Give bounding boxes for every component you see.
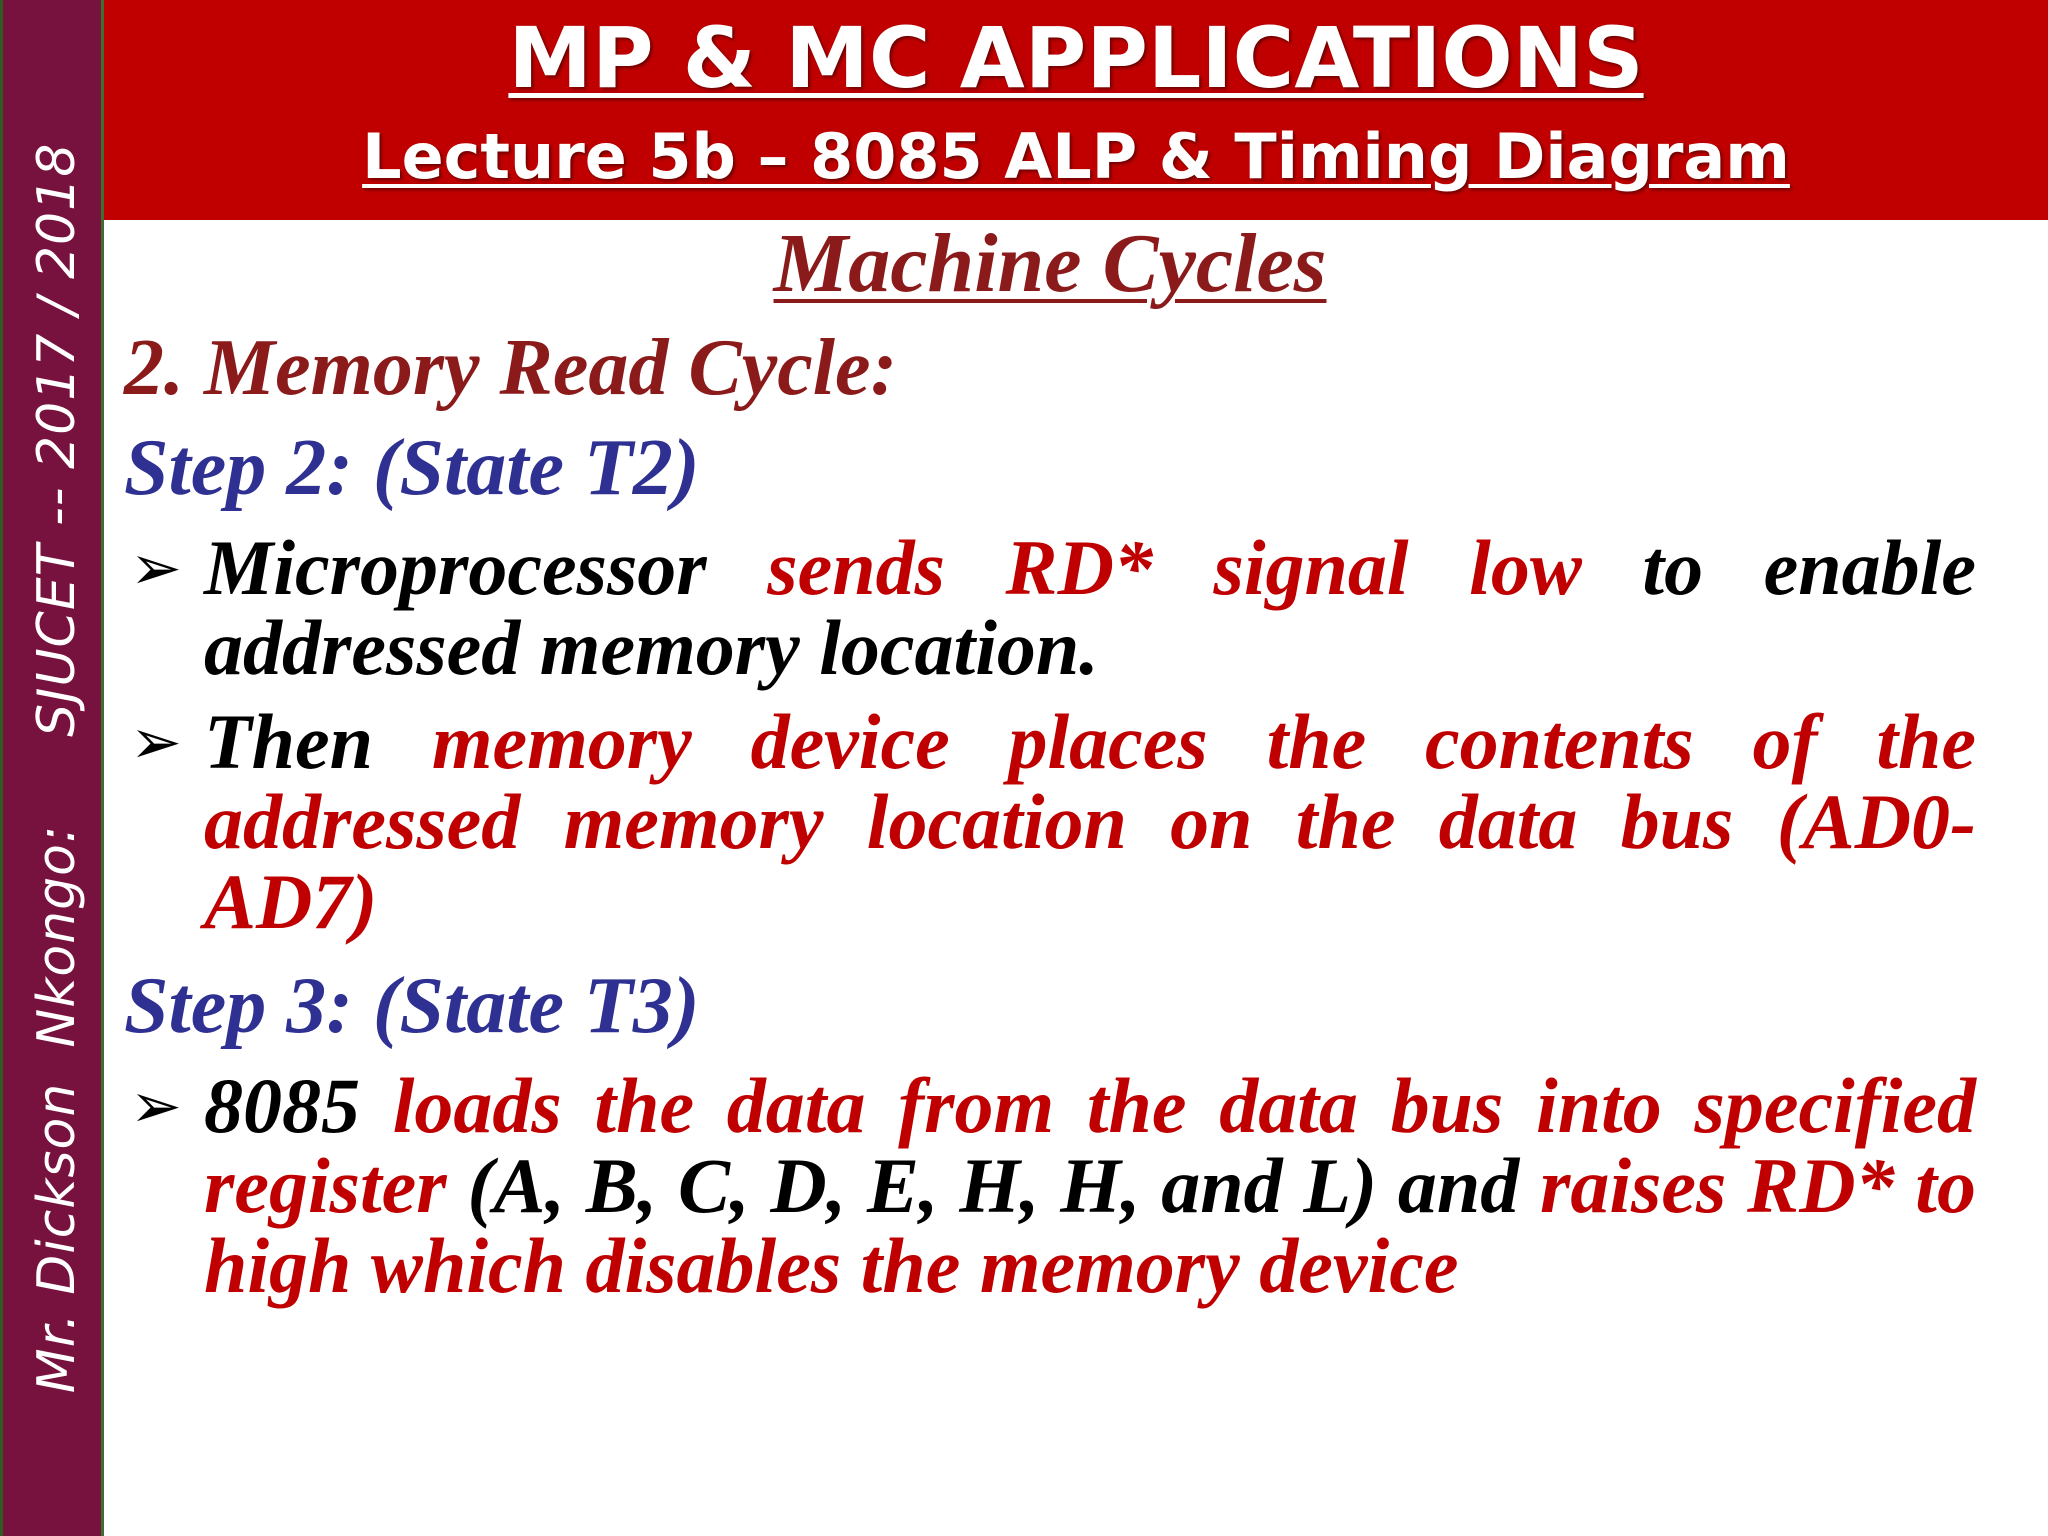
bullet-text: 8085 — [204, 1062, 393, 1149]
bullet-highlight: loads the data from the data bus into specified register — [204, 1062, 1976, 1229]
cycle-heading: 2. Memory Read Cycle: — [124, 324, 898, 412]
author-course-label: Mr. Dickson Nkongo: SJUCET -- 2017 / 2018 — [27, 142, 87, 1394]
lecture-subtitle: Lecture 5b – 8085 ALP & Timing Diagram — [362, 120, 1790, 193]
arrow-bullet-icon: ➢ — [130, 1069, 182, 1142]
section-title: Machine Cycles — [773, 217, 1327, 310]
slide-title: MP & MC APPLICATIONS — [508, 9, 1644, 107]
sidebar — [0, 0, 104, 1536]
bullet-text: (A, B, C, D, E, H, H, and L) and — [446, 1142, 1541, 1229]
bullet-highlight: sends RD* signal low — [767, 524, 1582, 611]
bullet-highlight: raises RD* to high which disables the memory device — [204, 1142, 1976, 1309]
step2-heading: Step 2: (State T2) — [124, 424, 700, 512]
bullet-item — [124, 524, 1976, 691]
slide-body — [124, 214, 1976, 1320]
bullet-text: Then — [204, 698, 432, 785]
bullet-text: to enable addressed memory location. — [204, 524, 1976, 691]
bullet-text: Microprocessor — [204, 524, 768, 611]
bullet-item — [124, 1062, 1976, 1309]
arrow-bullet-icon: ➢ — [130, 531, 182, 604]
header-band — [104, 0, 2048, 220]
arrow-bullet-icon: ➢ — [130, 705, 182, 778]
step3-heading: Step 3: (State T3) — [124, 962, 700, 1050]
bullet-highlight: memory device places the contents of the addressed memory location on the data bus (AD0-AD7) — [204, 698, 1976, 945]
bullet-item — [124, 698, 1976, 945]
